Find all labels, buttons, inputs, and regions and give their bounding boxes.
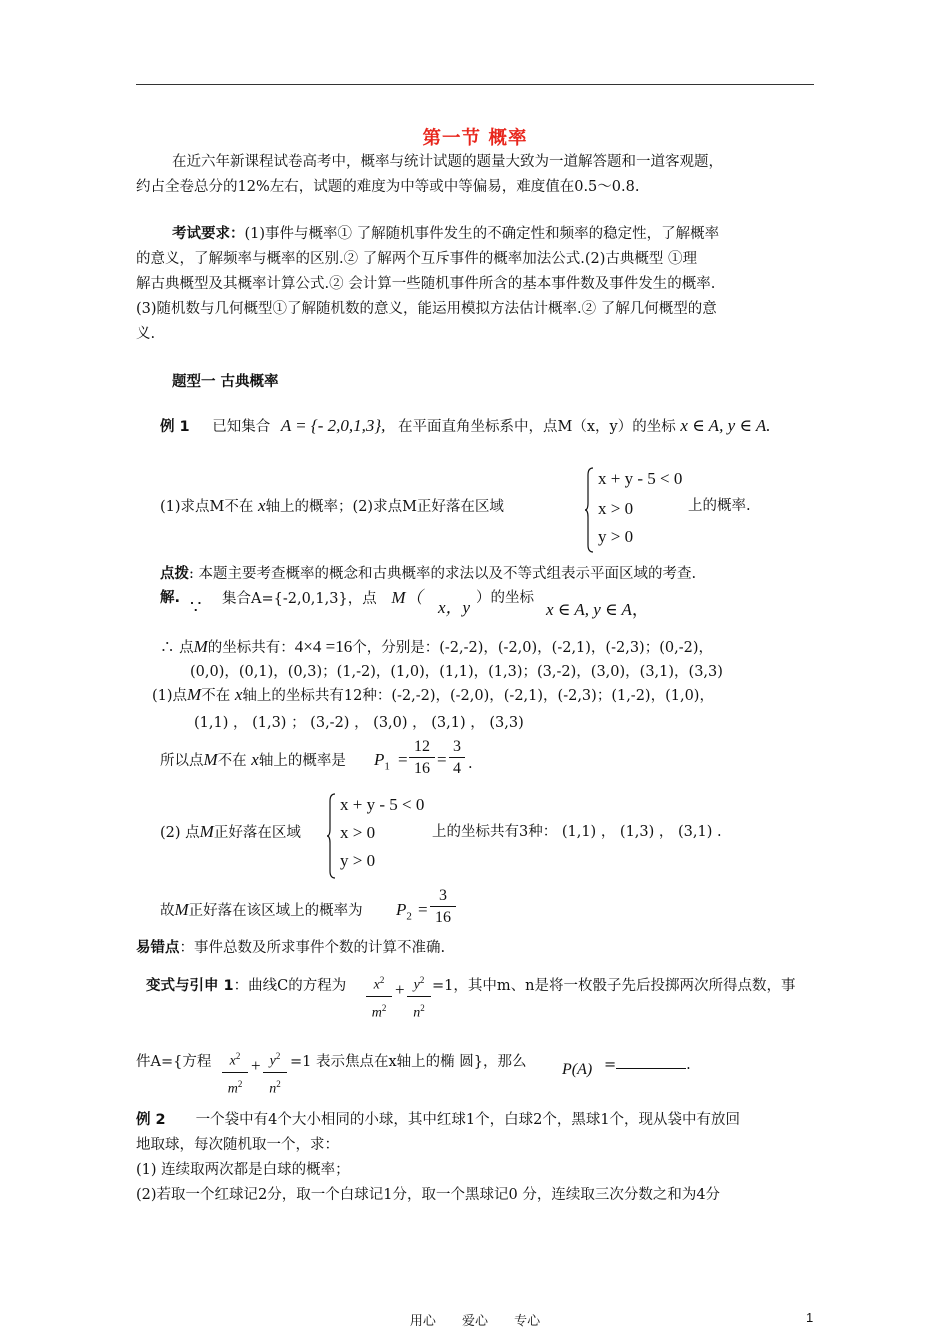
p2-prefix: 故	[160, 903, 175, 919]
p1-symbol	[374, 750, 390, 776]
part-2-a: (2) 点	[160, 825, 200, 841]
part-1-b: 不在	[201, 688, 231, 704]
fy-n: y	[413, 977, 420, 993]
square: 2	[379, 975, 385, 985]
part-2-line	[160, 822, 301, 843]
fraction-denominator	[222, 1073, 248, 1101]
question-2-text: 轴上的概率；(2)求点M正好落在区域	[265, 499, 504, 515]
example-2-line-3: (1) 连续取两次都是白球的概率；	[136, 1162, 350, 1178]
p1-end: .	[468, 756, 473, 772]
therefore-text: ∴ 点	[160, 640, 194, 656]
variant2-frac-y	[263, 1046, 287, 1100]
fraction-numerator: 3	[449, 737, 465, 758]
example-2-line-2: 地取球，每次随机取一个，求：	[136, 1137, 339, 1153]
variant-frac-y	[407, 970, 431, 1024]
requirements-line-4: (3)随机数与几何概型①了解随机数的意义，能运用模拟方法估计概率.② 了解几何概型的意	[136, 301, 717, 317]
variant-answer	[604, 1054, 691, 1075]
inequality-row: x + y - 5 < 0	[340, 795, 425, 814]
square: 2	[381, 1002, 387, 1013]
inequality-row: x > 0	[598, 499, 634, 518]
intro-line-2: 约占全卷总分的12%左右，试题的难度为中等或中等偏易，难度值在0.5～0.8.	[136, 179, 640, 195]
fx-n: x	[229, 1053, 236, 1069]
page-title: 第一节 概率	[422, 128, 528, 149]
fy-d: n	[269, 1081, 277, 1097]
fraction-numerator	[407, 970, 431, 997]
square: 2	[420, 1002, 425, 1013]
hint-label: 点拨	[160, 566, 189, 582]
example-1-text-b: 在平面直角坐标系中，点	[398, 419, 558, 435]
count-expression: 4×4 =16	[294, 637, 353, 656]
inequality-row: y > 0	[598, 527, 634, 546]
p1-sub: 1	[384, 760, 390, 773]
variant-label: 变式与引申 1	[146, 978, 234, 994]
square: 2	[237, 1078, 243, 1089]
requirements-label: 考试要求：	[172, 226, 245, 242]
question-2-end: 上的概率.	[688, 498, 751, 514]
inequality-row: x > 0	[340, 823, 376, 842]
part-1-a: (1)点	[152, 688, 188, 704]
fy-n: y	[269, 1053, 276, 1069]
brace-icon	[326, 793, 336, 879]
solution-set: 集合A={-2,0,1,3}，点	[222, 591, 377, 607]
part-2-result: 上的坐标共有3种： (1,1) ， (1,3) ， (3,1) .	[432, 824, 722, 840]
variant2-plus: +	[251, 1056, 261, 1075]
example-1-text-a: 已知集合	[212, 419, 271, 435]
square: 2	[235, 1051, 241, 1061]
p2-sub: 2	[406, 910, 412, 923]
variant-line-2a: 件A={方程	[136, 1054, 212, 1070]
p1-eq-1: =	[398, 750, 408, 769]
fx-n: x	[373, 977, 380, 993]
inequality-row: x + y - 5 < 0	[598, 469, 683, 488]
fraction-denominator: 16	[414, 760, 430, 777]
pa-expression: P(A)	[562, 1061, 593, 1078]
brace-icon	[584, 467, 594, 553]
intro-line-1: 在近六年新课程试卷高考中，概率与统计试题的题量大致为一道解答题和一道客观题，	[172, 154, 723, 170]
example-1-condition: x ∈ A, y ∈ A.	[680, 416, 771, 435]
solution-point-m: M（	[391, 588, 423, 607]
p1-line	[160, 750, 346, 771]
square: 2	[419, 975, 425, 985]
inequality-row: y > 0	[340, 851, 376, 870]
fraction-denominator	[407, 997, 431, 1025]
solution-cond-text: x ∈ A, y ∈ A	[546, 600, 632, 619]
part-1-line	[152, 685, 714, 706]
point-m: M	[199, 822, 214, 841]
variant2-frac-x	[222, 1046, 248, 1100]
example-2-line-4: (2)若取一个红球记2分，取一个白球记1分，取一个黑球记0 分，连续取三次分数之和为4分	[136, 1187, 721, 1203]
header-rule	[136, 84, 814, 85]
variant-text-a: ：曲线C的方程为	[233, 978, 347, 994]
requirements-line-2: 的意义，了解频率与概率的区别.② 了解两个互斥事件的概率加法公式.(2)古典概型 ①理	[136, 251, 697, 267]
p2-fraction	[430, 886, 456, 929]
inequality-system-1	[584, 467, 694, 553]
answer-end: .	[686, 1057, 691, 1073]
example-1-point: M（x，y）	[557, 419, 633, 435]
section-heading: 题型一 古典概率	[172, 374, 279, 390]
p2-eq: =	[418, 900, 428, 919]
p2-symbol	[396, 900, 412, 926]
p1-prefix: 所以点	[160, 753, 204, 769]
example-2-label: 例 2	[136, 1112, 166, 1128]
answer-blank[interactable]	[616, 1054, 686, 1069]
fraction-numerator	[222, 1046, 248, 1073]
solution-comma: ，	[631, 600, 649, 619]
fraction-denominator: 4	[453, 760, 461, 777]
x-axis-var: x	[258, 496, 266, 515]
fy-d: n	[413, 1005, 421, 1021]
requirements-line-5: 义.	[136, 326, 156, 342]
variant-plus: +	[395, 980, 405, 999]
p2-sym: P	[396, 900, 407, 919]
solution-coord-label: ）的坐标	[476, 590, 534, 606]
error-label: 易错点	[136, 940, 180, 956]
p2-mid: 正好落在该区域上的概率为	[188, 903, 363, 919]
page-number: 1	[806, 1310, 814, 1325]
p1-fraction-1	[409, 737, 435, 780]
part-1-c: 轴上的坐标共有12种：(-2,-2)，(-2,0)，(-2,1)，(-2,3)；(1,-2)，(1,0)，	[242, 688, 714, 704]
point-m: M	[193, 637, 208, 656]
coordinates-count-line	[160, 637, 713, 658]
example-1-label: 例 1	[160, 419, 190, 435]
example-1-text-c: 的坐标	[632, 419, 676, 435]
hint-text: : 本题主要考查概率的概念和古典概率的求法以及不等式组表示平面区域的考查.	[189, 566, 697, 582]
fraction-numerator: 12	[409, 737, 435, 758]
variant-text-b: =1，其中m、n是将一枚骰子先后投掷两次所得点数，事	[432, 978, 796, 994]
x-axis-var: x	[251, 750, 259, 769]
p1-mid2: 轴上的概率是	[258, 753, 346, 769]
requirements-line-1	[172, 224, 719, 244]
variant-pa	[562, 1060, 592, 1080]
inequality-system-2	[326, 793, 436, 879]
hint-line	[160, 564, 696, 584]
error-text: ：事件总数及所求事件个数的计算不准确.	[179, 940, 446, 956]
fraction-numerator: 3	[430, 886, 456, 907]
page-footer: 用心 爱心 专心	[409, 1314, 541, 1329]
fx-d: m	[371, 1005, 382, 1021]
fraction-denominator	[366, 997, 392, 1025]
p1-sym: P	[374, 750, 385, 769]
part-2-b: 正好落在区域	[213, 825, 301, 841]
part-1-list-2: (1,1) ， (1,3) ； (3,-2) ， (3,0) ， (3,1) ， (3,3)	[194, 715, 524, 731]
fraction-numerator	[263, 1046, 287, 1073]
solution-line-1	[160, 588, 180, 608]
variant-line-1	[146, 976, 346, 996]
variant-line-2b: =1 表示焦点在x轴上的椭 圆}，那么	[290, 1054, 527, 1070]
p2-line	[160, 900, 363, 921]
square: 2	[276, 1078, 281, 1089]
p1-mid: 不在	[217, 753, 247, 769]
requirements-line-3: 解古典概型及其概率计算公式.② 会计算一些随机事件所含的基本事件数及事件发生的概率.	[136, 276, 716, 292]
point-m: M	[187, 685, 202, 704]
solution-condition	[546, 600, 649, 620]
requirements-text: (1)事件与概率① 了解随机事件发生的不确定性和频率的稳定性，了解概率	[244, 226, 720, 242]
because-symbol: ∵	[190, 597, 202, 618]
coord-list-1: 个，分别是：(-2,-2)，(-2,0)，(-2,1)，(-2,3)；(0,-2)，	[352, 640, 713, 656]
example-1-questions	[160, 496, 504, 517]
solution-xy: x，y	[438, 598, 471, 617]
question-1-text: (1)求点M不在	[160, 499, 254, 515]
p1-eq-2: =	[437, 750, 447, 769]
coord-list-2: (0,0)，(0,1)，(0,3)；(1,-2)，(1,0)，(1,1)，(1,3)；(3,-2)，(3,0)，(3,1)，(3,3)	[190, 664, 723, 680]
example-2-text-1: 一个袋中有4个大小相同的小球，其中红球1个，白球2个，黑球1个，现从袋中有放回	[195, 1112, 741, 1128]
fx-d: m	[227, 1081, 238, 1097]
point-m: M	[203, 750, 218, 769]
p1-fraction-2	[449, 737, 465, 780]
fraction-numerator	[366, 970, 392, 997]
point-m: M	[174, 900, 189, 919]
square: 2	[275, 1051, 281, 1061]
error-point-line	[136, 938, 445, 958]
coord-mid: 的坐标共有：	[207, 640, 295, 656]
example-2-line-1	[136, 1110, 740, 1130]
x-axis-var: x	[234, 685, 243, 704]
answer-eq: =	[604, 1057, 617, 1073]
example-1-set: A = {- 2,0,1,3},	[280, 416, 386, 435]
fraction-denominator	[263, 1073, 287, 1101]
example-1-statement	[160, 416, 771, 437]
variant-frac-x	[366, 970, 392, 1024]
solution-set-text	[222, 588, 422, 609]
solution-label: 解.	[160, 590, 181, 606]
fraction-denominator: 16	[435, 909, 451, 926]
